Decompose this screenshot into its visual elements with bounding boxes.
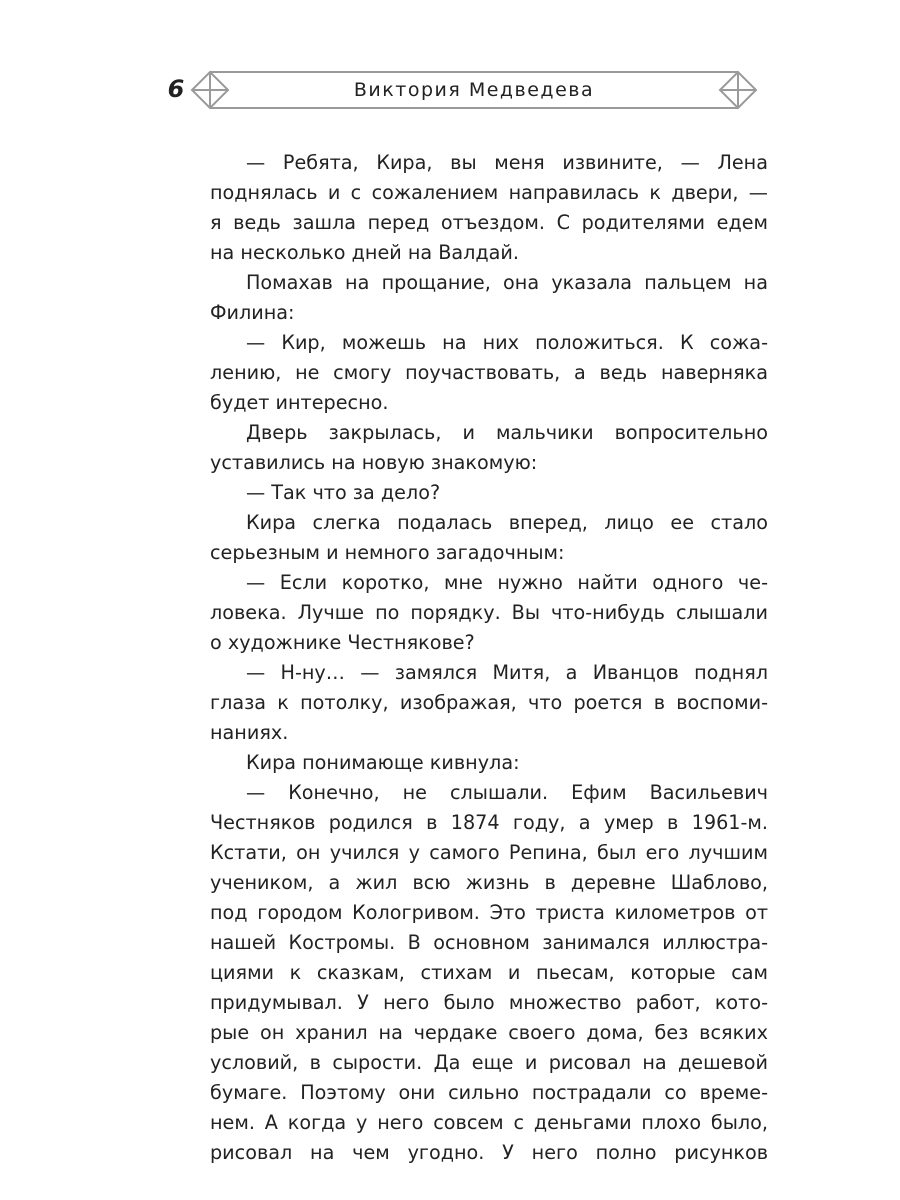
text-line: — Кир, можешь на них положиться. К сожа- [246,331,768,354]
text-line: — Если коротко, мне нужно найти одного че- [246,571,768,594]
text-line: рые он хранил на чердаке своего дома, без всяких [210,1021,768,1044]
body-text [210,148,768,1168]
text-line: учеником, а жил всю жизнь в деревне Шаблово, [210,871,768,894]
text-line: поднялась и с сожалением направилась к двери, — [210,181,768,204]
text-line: придумывал. У него было множество работ, кото- [210,991,768,1014]
text-line: уставились на новую знакомую: [210,451,538,474]
text-line: — Так что за дело? [246,481,441,504]
text-line: Помахав на прощание, она указала пальцем на [246,271,768,294]
text-line: нашей Костромы. В основном занимался иллюстра- [210,931,768,954]
running-title: Виктория Медведева [353,79,595,101]
text-line: Кстати, он учился у самого Репина, был его лучшим [210,841,768,864]
text-line: условий, в сырости. Да еще и рисовал на дешевой [210,1051,768,1074]
text-line: серьезным и немного загадочным: [210,541,565,564]
text-line: наниях. [210,721,289,744]
text-line: Филина: [210,301,295,324]
text-line: я ведь зашла перед отъездом. С родителями едем [210,211,768,234]
text-line: Кира слегка подалась вперед, лицо ее стало [246,511,768,534]
text-line: — Н-ну… — замялся Митя, а Иванцов поднял [246,661,768,684]
text-line: рисовал на чем угодно. У него полно рисунков [210,1141,768,1164]
text-line: глаза к потолку, изображая, что роется в воспоми- [210,691,768,714]
text-line: Дверь закрылась, и мальчики вопросительно [246,421,768,444]
text-line: будет интересно. [210,391,389,414]
text-line: Кира понимающе кивнула: [246,751,520,774]
text-line: ловека. Лучше по порядку. Вы что-нибудь слышали [210,601,768,624]
text-line: лению, не смогу поучаствовать, а ведь наверняка [210,361,768,384]
text-line: нем. А когда у него совсем с деньгами плохо было, [210,1111,768,1134]
text-line: под городом Кологривом. Это триста километров от [210,901,768,924]
page-number: 6 [167,75,185,103]
running-header [0,0,900,120]
text-line: о художнике Честнякове? [210,631,475,654]
text-line: бумаге. Поэтому они сильно пострадали со време- [210,1081,768,1104]
text-line: — Конечно, не слышали. Ефим Васильевич [246,781,768,804]
text-line: — Ребята, Кира, вы меня извините, — Лена [246,151,768,174]
text-line: Честняков родился в 1874 году, а умер в 1961-м. [210,811,768,834]
text-line: циями к сказкам, стихам и пьесам, которые сам [210,961,768,984]
text-line: на несколько дней на Валдай. [210,241,519,264]
